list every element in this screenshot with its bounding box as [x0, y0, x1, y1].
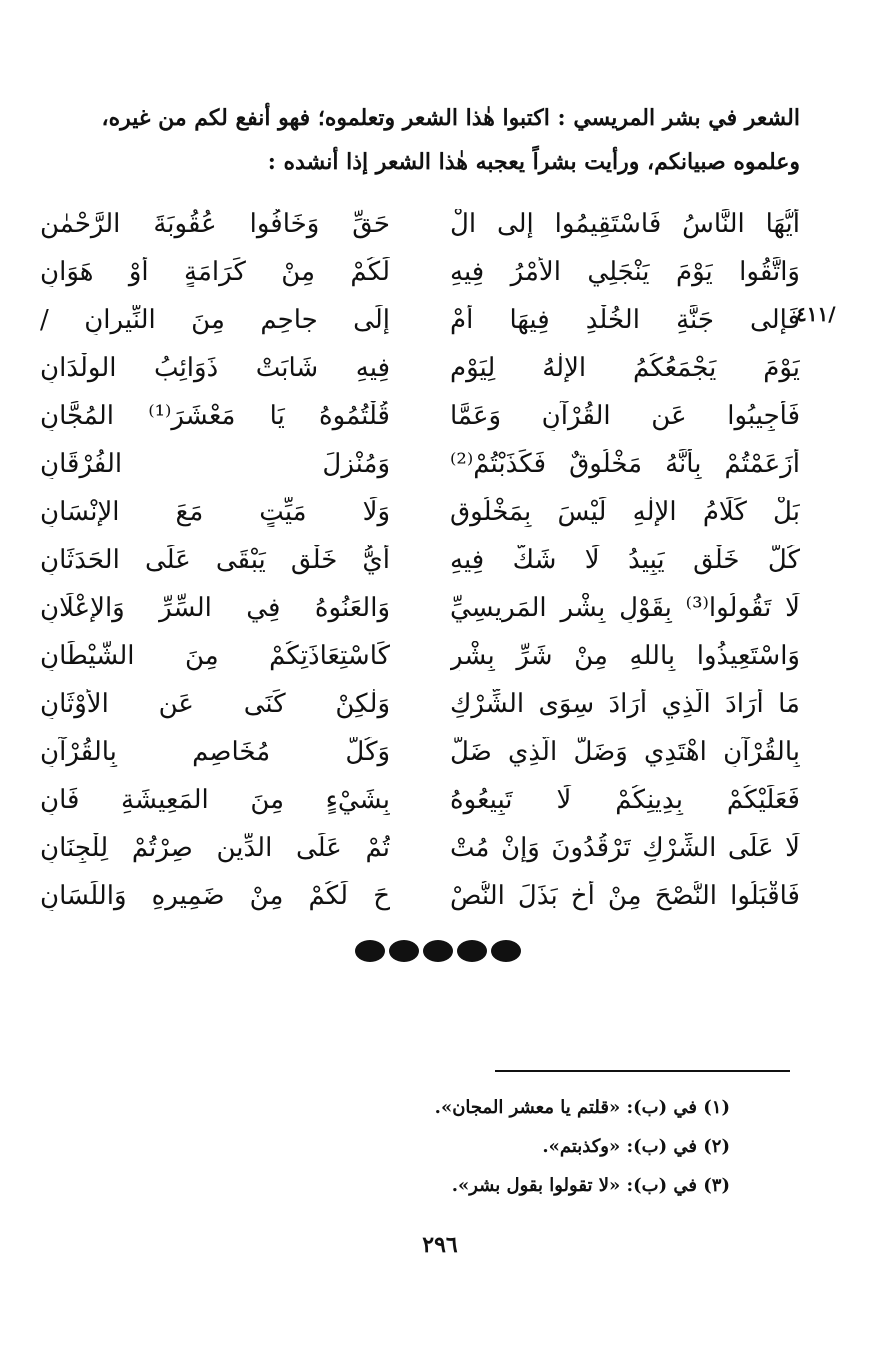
- verse-first-hemistich: بِالقُرْآنِ اهْتَدِي وَضَلَّ الَّذِي ضَلَّ: [450, 737, 800, 767]
- verse-second-hemistich: كَاسْتِعَاذَتِكُمْ مِنَ الشَّيْطَانِ: [40, 641, 390, 671]
- verse-line: [40, 248, 800, 296]
- verse-line: [40, 440, 800, 488]
- verse-line: [40, 296, 800, 344]
- verse-line: [40, 680, 800, 728]
- verse-second-hemistich: وَمُنْزِلَ الفُرْقَانِ: [40, 449, 390, 479]
- verse-second-hemistich: قُلْتُمُوهُ يَا مَعْشَرَ⁽¹⁾ المُجَّانِ: [40, 401, 390, 431]
- verse-line: [40, 824, 800, 872]
- verse-line: [40, 728, 800, 776]
- verse-line: [40, 344, 800, 392]
- verse-first-hemistich: وَاتَّقُوا يَوْمَ يَنْجَلِي الأَمْرُ فِيهِ: [450, 257, 800, 287]
- verse-second-hemistich: حَقِّ وَخَافُوا عُقُوبَةَ الرَّحْمٰنِ: [40, 209, 390, 239]
- verse-second-hemistich: تُمْ عَلَى الدِّينِ صِرْتُمْ لِلْجِنَانِ: [40, 833, 390, 863]
- verse-line: [40, 872, 800, 920]
- intro-paragraph: [45, 96, 800, 184]
- poem: [40, 200, 800, 920]
- verse-first-hemistich: فَإِلى جَنَّةِ الخُلْدِ فِيهَا أَمْ: [450, 305, 800, 335]
- intro-line: الشعر في بشر المريسي : اكتبوا هٰذا الشعر وتعلموه؛ فهو أنفع لكم من غيره،: [101, 105, 800, 131]
- separator-dot: [355, 940, 385, 962]
- verse-line: [40, 392, 800, 440]
- verse-second-hemistich: إِلَى جاحِمٍ مِنَ النِّيرانِ /: [40, 305, 390, 335]
- separator-dot: [457, 940, 487, 962]
- footnote: (٢) في (ب): «وكذبتم».: [542, 1136, 730, 1157]
- separator-dot: [389, 940, 419, 962]
- verse-first-hemistich: أَزَعَمْتُمْ بِأَنَّهُ مَخْلُوقٌ فَكَذَبْتُمْ⁽²⁾: [450, 449, 800, 479]
- page-marker: /٤١١: [796, 302, 836, 326]
- verse-second-hemistich: لَكُمْ مِنْ كَرَامَةٍ أَوْ هَوَانِ: [40, 257, 390, 287]
- verse-second-hemistich: بِشَيْءٍ مِنَ المَعِيشَةِ فَانِ: [40, 785, 390, 815]
- verse-second-hemistich: وَالعَنُوهُ فِي السِّرِّ وَالإِعْلَانِ: [40, 593, 390, 623]
- verse-second-hemistich: وَلٰكِنْ كَنَى عَنِ الأَوْثَانِ: [40, 689, 390, 719]
- verse-first-hemistich: لَا عَلَى الشِّرْكِ تَرْقُدُونَ وَإِنْ مُتْ: [450, 833, 800, 863]
- footnote: (١) في (ب): «قلتم يا معشر المجان».: [434, 1097, 730, 1118]
- verse-first-hemistich: كُلُّ خَلْقٍ يَبِيدُ لَا شَكَّ فِيهِ: [450, 545, 800, 575]
- intro-line: وعلموه صبيانكم، ورأيت بشراً يعجبه هٰذا الشعر إذا أنشده :: [267, 149, 800, 175]
- verse-first-hemistich: أَيُّهَا النَّاسُ فَاسْتَقِيمُوا إِلى الْ: [450, 209, 800, 239]
- verse-first-hemistich: لَا تَقُولُوا⁽³⁾ بِقَوْلِ بِشْرِ المَرِيسِيِّ: [450, 593, 800, 623]
- separator-dot: [491, 940, 521, 962]
- verse-first-hemistich: فَاقْبَلُوا النُّصْحَ مِنْ أَخٍ بَذَلَ النُّصْ: [450, 881, 800, 911]
- verse-line: [40, 200, 800, 248]
- verse-second-hemistich: أَيُّ خَلْقٍ يَبْقَى عَلَى الحَدَثَانِ: [40, 545, 390, 575]
- verse-first-hemistich: فَأَجِيبُوا عَنِ القُرْآنِ وَعَمَّا: [450, 401, 800, 431]
- verse-second-hemistich: وَكُلُّ مُخَاصِمٍ بِالقُرْآنِ: [40, 737, 390, 767]
- verse-line: [40, 536, 800, 584]
- verse-first-hemistich: وَاسْتَعِيذُوا بِاللهِ مِنْ شَرِّ بِشْرٍ: [450, 641, 800, 671]
- verse-second-hemistich: حَ لَكُمْ مِنْ ضَمِيرِهِ وَاللِّسَانِ: [40, 881, 390, 911]
- footnote: (٣) في (ب): «لا تقولوا بقول بشر».: [451, 1175, 730, 1196]
- section-separator: [355, 940, 521, 962]
- verse-second-hemistich: فِيهِ شَابَتْ ذَوَائِبُ الوِلْدَانِ: [40, 353, 390, 383]
- verse-first-hemistich: مَا أَرَادَ الَّذِي أَرَادَ سِوَى الشِّرْكِ: [450, 689, 800, 719]
- verse-first-hemistich: يَوْمَ يَجْمَعُكُمُ الإِلٰهُ لِيَوْمٍ: [450, 353, 800, 383]
- footnotes: [390, 1088, 730, 1205]
- separator-dot: [423, 940, 453, 962]
- verse-second-hemistich: وَلَا مَيِّتٍ مَعَ الإِنْسَانِ: [40, 497, 390, 527]
- footnote-divider: [495, 1070, 790, 1072]
- verse-first-hemistich: بَلْ كَلَامُ الإِلٰهِ لَيْسَ بِمَخْلُوقٍ: [450, 497, 800, 527]
- verse-first-hemistich: فَعَلَيْكُمْ بِدِينِكُمْ لَا تَبِيعُوهُ: [450, 785, 800, 815]
- verse-line: [40, 632, 800, 680]
- verse-line: [40, 776, 800, 824]
- verse-line: [40, 584, 800, 632]
- page-number: ٢٩٦: [422, 1232, 458, 1258]
- verse-line: [40, 488, 800, 536]
